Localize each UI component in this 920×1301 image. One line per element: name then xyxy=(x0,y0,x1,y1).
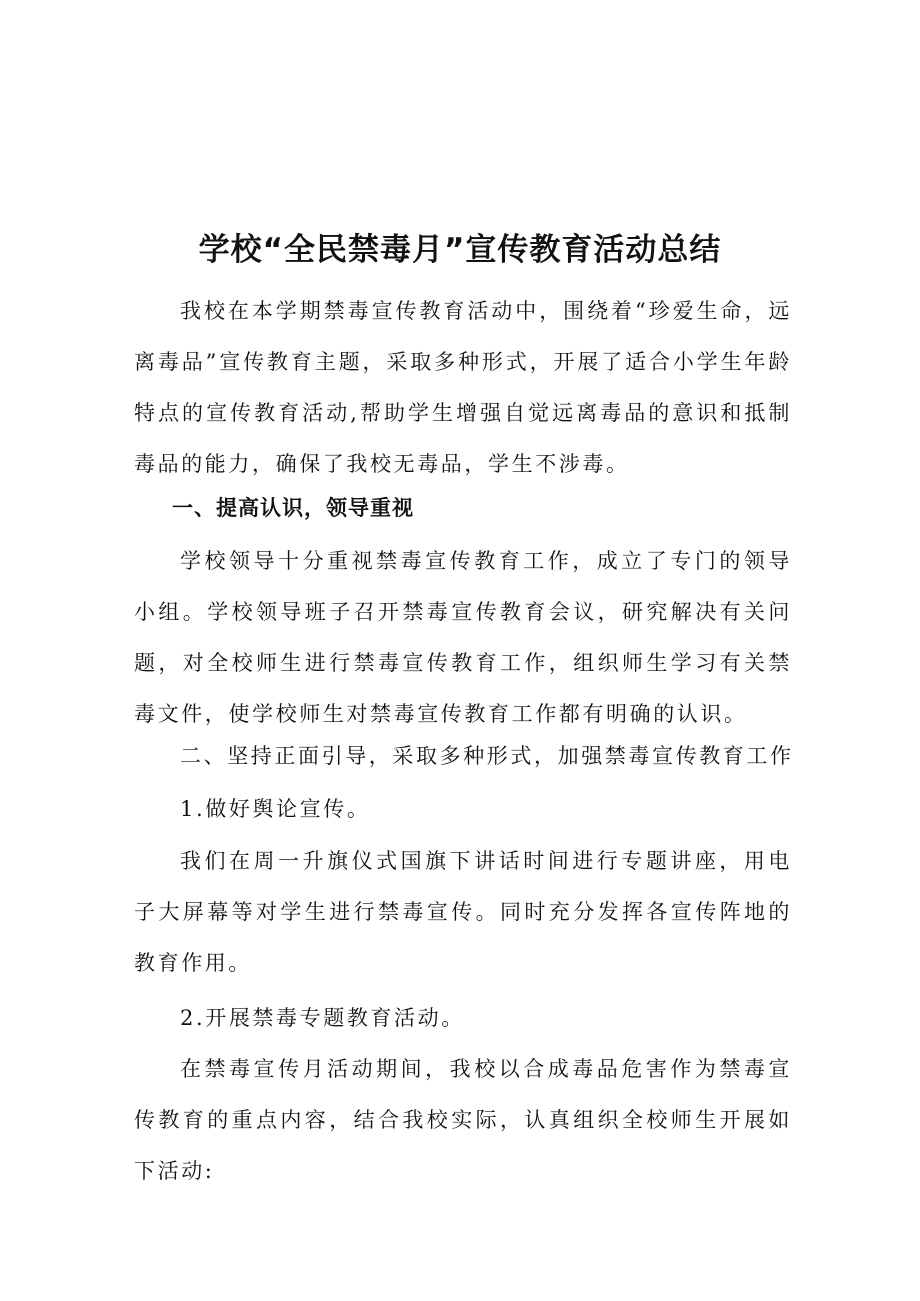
document-title: 学校“全民禁毒月”宣传教育活动总结 xyxy=(198,231,722,268)
section-1-paragraph: 学校领导十分重视禁毒宣传教育工作，成立了专门的领导小组。学校领导班子召开禁毒宣传教育会议，研究解决有关问题，对全校师生进行禁毒宣传教育工作，组织师生学习有关禁毒文件，使学校师生对禁毒宣传教育工作都有明确的认识。 xyxy=(134,549,792,726)
subsection-heading-2: 2.开展禁毒专题教育活动。 xyxy=(180,1006,465,1030)
subsection-1-paragraph: 我们在周一升旗仪式国旗下讲话时间进行专题讲座，用电子大屏幕等对学生进行禁毒宣传。同时充分发挥各宣传阵地的教育作用。 xyxy=(134,849,792,975)
section-heading-1: 一、提高认识，领导重视 xyxy=(172,496,414,520)
section-heading-2: 二、坚持正面引导，采取多种形式，加强禁毒宣传教育工作 xyxy=(180,744,794,768)
subsection-heading-1: 1.做好舆论宣传。 xyxy=(180,797,371,821)
subsection-2-paragraph: 在禁毒宣传月活动期间，我校以合成毒品危害作为禁毒宣传教育的重点内容，结合我校实际，认真组织全校师生开展如下活动: xyxy=(134,1057,792,1183)
intro-paragraph: 我校在本学期禁毒宣传教育活动中，围绕着“珍爱生命，远离毒品”宣传教育主题，采取多种形式，开展了适合小学生年龄特点的宣传教育活动,帮助学生增强自觉远离毒品的意识和抵制毒品的能力，确保了我校无毒品，学生不涉毒。 xyxy=(134,299,792,476)
